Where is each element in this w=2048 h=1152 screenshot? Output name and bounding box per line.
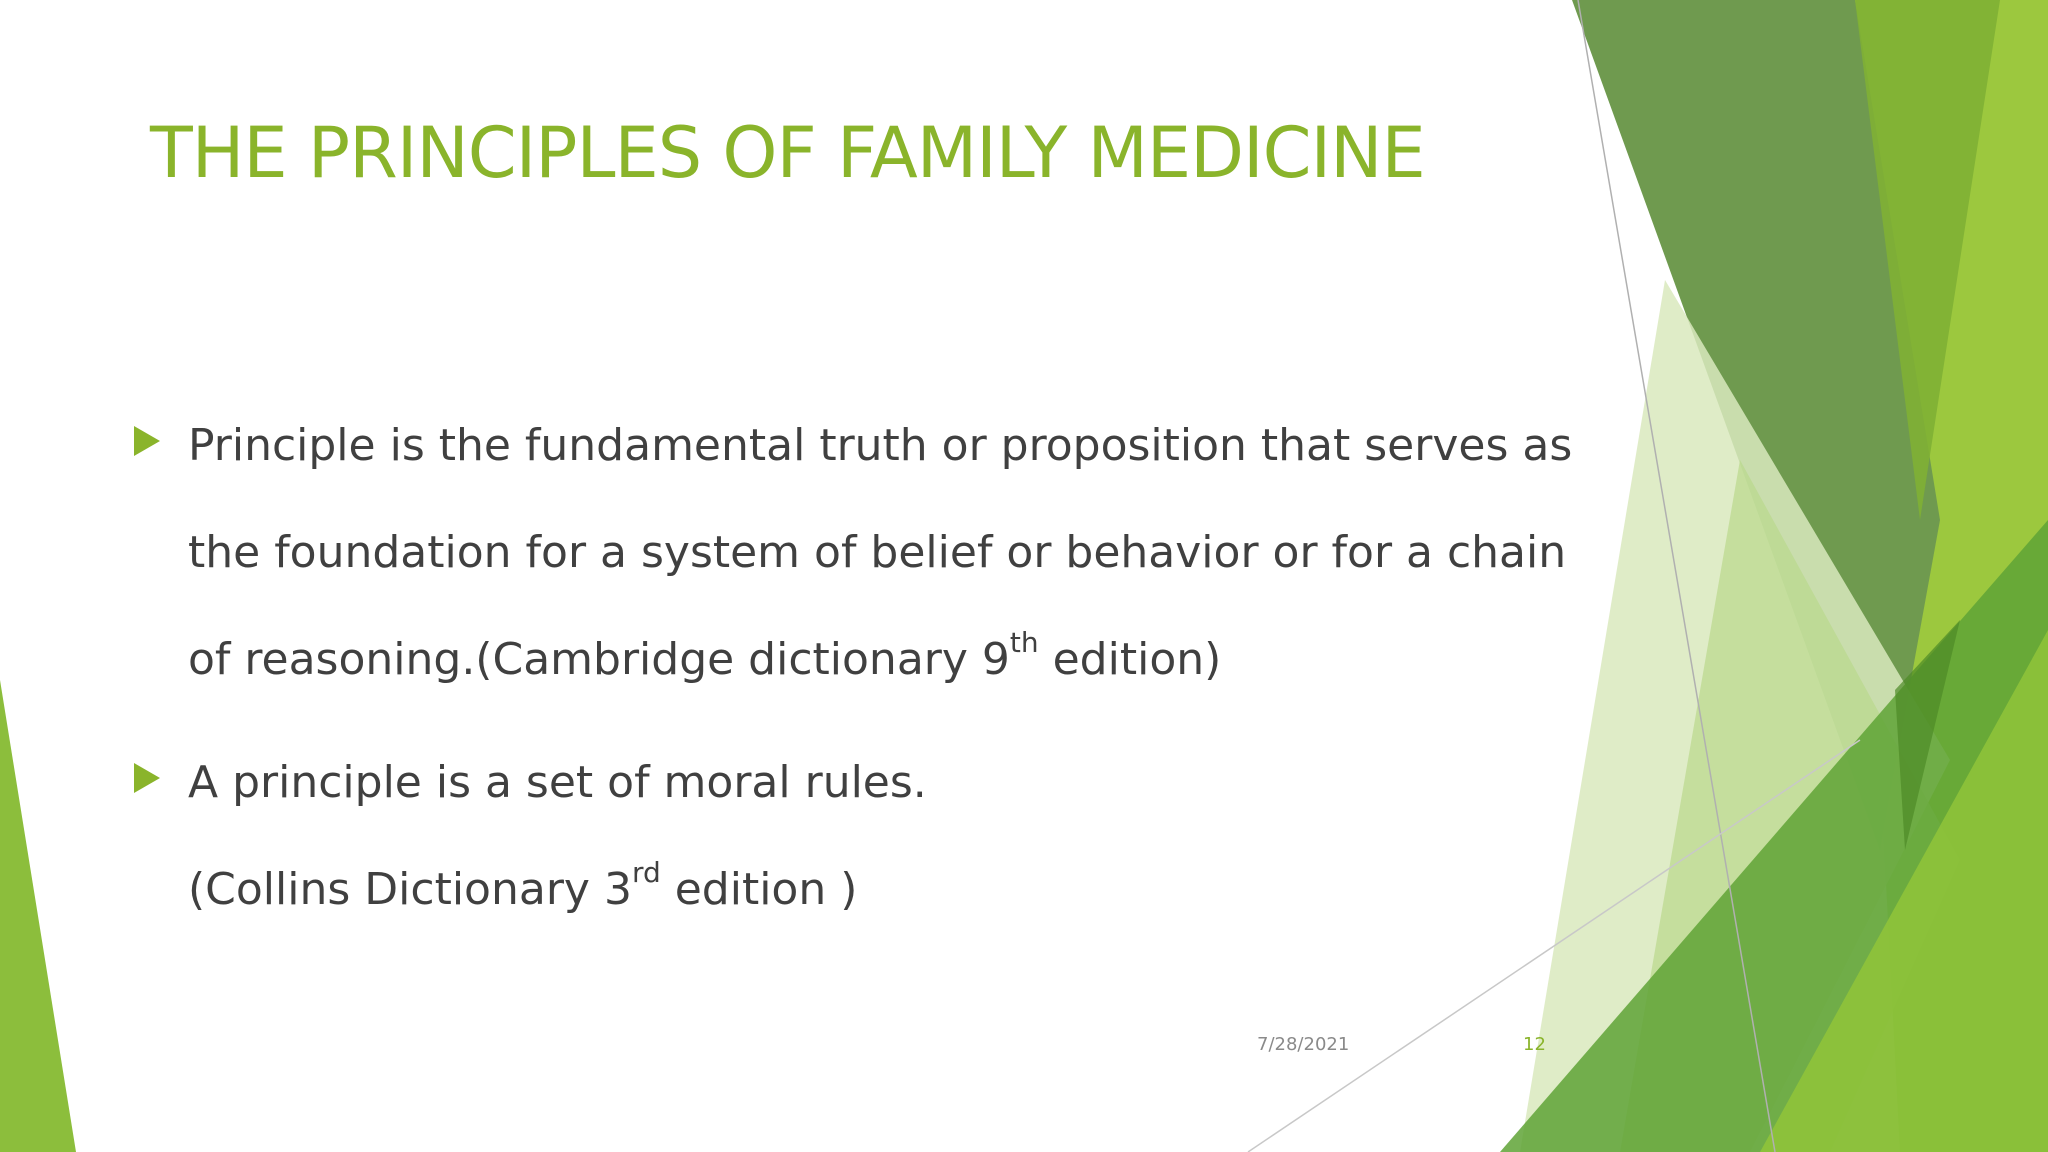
slide-number: 12 <box>1523 1034 1546 1055</box>
bullet-arrow-icon <box>134 763 160 793</box>
bullet-2-line-2-suffix: edition ) <box>660 864 858 915</box>
slide-body <box>130 392 1573 959</box>
bullet-1-line-1: Principle is the fundamental truth or proposition that serves as <box>188 420 1573 471</box>
bullet-arrow-icon <box>134 426 160 456</box>
bullet-2-line-2-text: (Collins Dictionary 3 <box>188 864 632 915</box>
bullet-1-line-2: the foundation for a system of belief or behavior or for a chain <box>188 527 1567 578</box>
bullet-1-superscript: th <box>1009 626 1039 660</box>
bullet-2-superscript: rd <box>631 856 661 890</box>
bullet-1-line-3-text: of reasoning.(Cambridge dictionary 9 <box>188 634 1010 685</box>
bullet-2-line-1: A principle is a set of moral rules. <box>188 757 927 808</box>
bullet-item-1 <box>130 392 1573 713</box>
bullet-item-2 <box>130 729 1550 943</box>
footer-date: 7/28/2021 <box>1257 1034 1350 1055</box>
left-green-sliver <box>0 680 76 1152</box>
bullet-1-line-3-suffix: edition) <box>1038 634 1222 685</box>
bullet-2-line-2 <box>188 836 1550 943</box>
slide-title: THE PRINCIPLES OF FAMILY MEDICINE <box>150 112 1425 194</box>
bullet-1-line-3 <box>188 606 1550 713</box>
